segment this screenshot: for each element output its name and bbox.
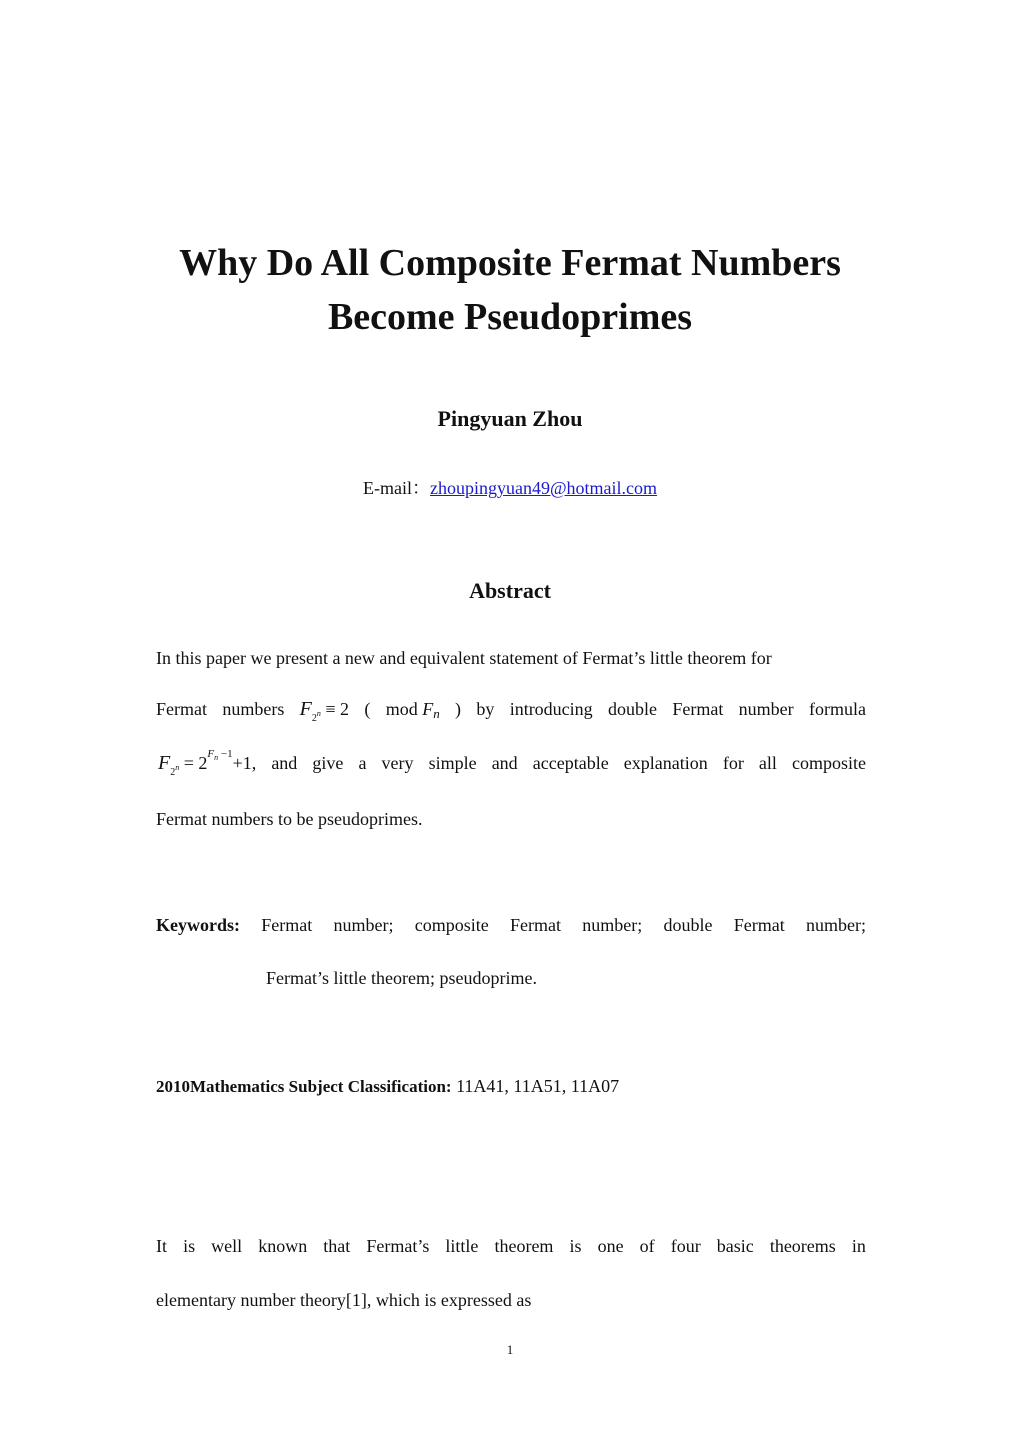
- abstract-word: number: [738, 699, 794, 719]
- body-word: in: [851, 1236, 866, 1256]
- formula-double-fermat-congruence: [299, 698, 350, 724]
- keywords-label: Keywords:: [156, 915, 240, 935]
- formula-congruent: ≡ 2: [325, 699, 350, 719]
- body-word: one: [597, 1236, 624, 1256]
- body-line-1: [156, 1236, 866, 1257]
- formula-symbol-F: F: [158, 752, 171, 774]
- abstract-word: very: [381, 753, 414, 773]
- abstract-line-1: In this paper we present a new and equivalent statement of Fermat’s little theorem for: [156, 648, 772, 668]
- body-word: known: [258, 1236, 308, 1256]
- abstract-word: all: [758, 753, 777, 773]
- abstract-word: composite: [792, 753, 866, 773]
- body-word: theorem: [494, 1236, 554, 1256]
- body-word: It: [156, 1236, 167, 1256]
- formula-plus-one: +1,: [232, 753, 257, 773]
- abstract-word: formula: [808, 699, 866, 719]
- exponent-n: n: [214, 753, 219, 762]
- keywords-line-2: Fermat’s little theorem; pseudoprime.: [266, 968, 537, 988]
- body-word: well: [211, 1236, 243, 1256]
- email-link[interactable]: zhoupingyuan49@hotmail.com: [429, 478, 658, 498]
- abstract-word: explanation: [623, 753, 708, 773]
- formula-exponent: [207, 748, 232, 760]
- formula-subscript: [311, 709, 321, 724]
- author-email: [0, 474, 1020, 500]
- formula-mod: mod: [385, 699, 418, 719]
- abstract-word: double: [608, 699, 658, 719]
- msc-label: 2010Mathematics Subject Classification:: [156, 1077, 452, 1096]
- formula-double-fermat-number: [156, 748, 257, 778]
- exponent-minus-one: −1: [218, 748, 233, 760]
- keyword-word: number;: [582, 915, 643, 935]
- keyword-word: Fermat: [733, 915, 785, 935]
- body-word: that: [323, 1236, 351, 1256]
- title-line-2: Become Pseudoprimes: [327, 296, 693, 338]
- abstract-word: acceptable: [532, 753, 609, 773]
- formula-Fn-n: n: [433, 706, 440, 721]
- keyword-word: double: [663, 915, 713, 935]
- paper-title: [0, 236, 1020, 344]
- formula-Fn-F: F: [422, 699, 434, 719]
- keyword-word: Fermat: [510, 915, 561, 935]
- abstract-heading: Abstract: [469, 578, 551, 603]
- page-number: 1: [506, 1342, 514, 1357]
- keyword-word: number;: [333, 915, 394, 935]
- abstract-word: simple: [428, 753, 477, 773]
- msc-codes: 11A41, 11A51, 11A07: [451, 1076, 620, 1096]
- body-word: of: [639, 1236, 655, 1256]
- body-word: theorems: [769, 1236, 836, 1256]
- subscript-exponent: n: [316, 709, 321, 718]
- msc-line: [156, 1076, 866, 1097]
- formula-lparen: (: [364, 699, 371, 719]
- abstract-line-2: [156, 698, 866, 724]
- body-line-2: elementary number theory[1], which is expressed as: [156, 1290, 532, 1310]
- abstract-word: for: [722, 753, 744, 773]
- body-word: little: [445, 1236, 479, 1256]
- formula-rparen: ): [455, 699, 462, 719]
- abstract-line-4: Fermat numbers to be pseudoprimes.: [156, 809, 423, 829]
- formula-symbol-F: F: [299, 698, 312, 720]
- body-word: Fermat’s: [366, 1236, 430, 1256]
- keywords-line-1: [156, 915, 866, 936]
- abstract-word: and: [491, 753, 518, 773]
- subscript-exponent: n: [175, 763, 180, 772]
- email-label: E-mail：: [362, 478, 430, 498]
- author-name: Pingyuan Zhou: [437, 406, 583, 431]
- abstract-word: Fermat: [156, 699, 207, 719]
- abstract-word: introducing: [509, 699, 593, 719]
- abstract-word: by: [476, 699, 495, 719]
- abstract-line-3: [156, 748, 866, 778]
- abstract-word: a: [358, 753, 367, 773]
- body-word: four: [670, 1236, 701, 1256]
- formula-equals-two: = 2: [183, 753, 208, 773]
- formula-subscript: [170, 763, 180, 778]
- body-word: is: [183, 1236, 196, 1256]
- exponent-F: F: [207, 748, 215, 760]
- body-word: basic: [716, 1236, 754, 1256]
- title-line-1: Why Do All Composite Fermat Numbers: [179, 242, 841, 284]
- subscript-base: 2: [170, 767, 176, 778]
- keyword-word: composite: [414, 915, 489, 935]
- subscript-base: 2: [311, 713, 317, 724]
- abstract-word: numbers: [222, 699, 285, 719]
- body-word: is: [569, 1236, 582, 1256]
- formula-modulus: [386, 699, 440, 720]
- abstract-word: Fermat: [672, 699, 724, 719]
- keyword-word: Fermat: [261, 915, 313, 935]
- keyword-word: number;: [806, 915, 866, 935]
- abstract-word: give: [312, 753, 344, 773]
- abstract-word: and: [271, 753, 298, 773]
